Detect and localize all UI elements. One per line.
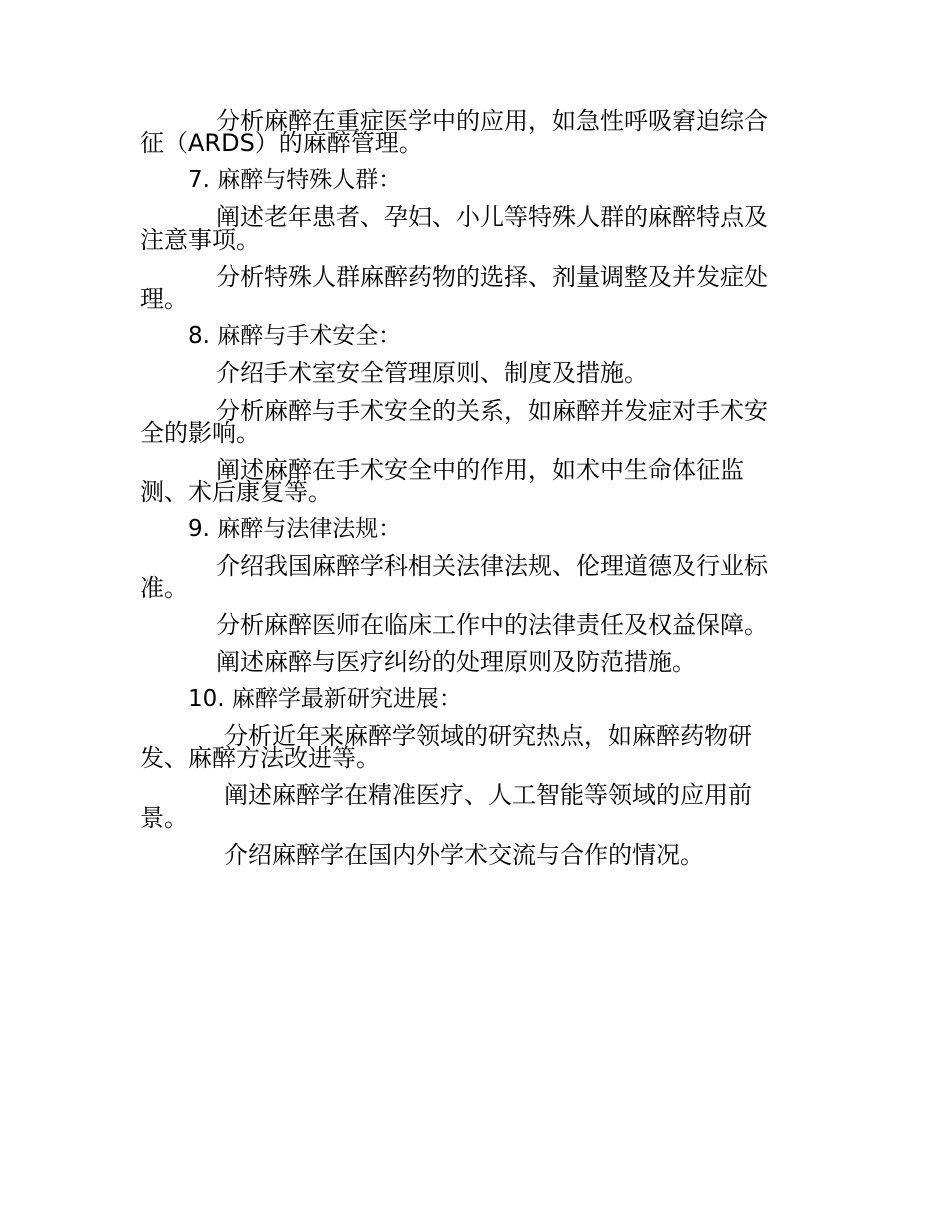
paragraph-line: 介绍手术室安全管理原则、制度及措施。	[216, 359, 648, 387]
paragraph-line: 阐述麻醉与医疗纠纷的处理原则及防范措施。	[216, 648, 696, 676]
paragraph-continuation: 准。	[140, 574, 188, 602]
paragraph-line: 分析麻醉与手术安全的关系，如麻醉并发症对手术安	[216, 397, 768, 425]
paragraph-line: 阐述麻醉在手术安全中的作用，如术中生命体征监	[216, 456, 744, 484]
paragraph-line: 分析近年来麻醉学领域的研究热点，如麻醉药物研	[224, 722, 752, 750]
paragraph-line: 介绍我国麻醉学科相关法律法规、伦理道德及行业标	[216, 552, 768, 580]
paragraph-continuation: 测、术后康复等。	[140, 478, 332, 506]
paragraph-continuation: 发、麻醉方法改进等。	[140, 744, 380, 772]
paragraph-line: 阐述麻醉学在精准医疗、人工智能等领域的应用前	[224, 781, 752, 809]
paragraph-line: 介绍麻醉学在国内外学术交流与合作的情况。	[224, 841, 704, 869]
paragraph-continuation: 景。	[140, 804, 188, 832]
paragraph-continuation: 注意事项。	[140, 226, 260, 254]
paragraph-continuation: 征（ARDS）的麻醉管理。	[140, 129, 423, 157]
paragraph-continuation: 理。	[140, 285, 188, 313]
section-heading: 7. 麻醉与特殊人群：	[188, 167, 402, 193]
paragraph-line: 分析特殊人群麻醉药物的选择、剂量调整及并发症处	[216, 263, 768, 291]
section-heading: 10. 麻醉学最新研究进展：	[188, 686, 462, 712]
paragraph-continuation: 全的影响。	[140, 419, 260, 447]
section-heading: 9. 麻醉与法律法规：	[188, 516, 402, 542]
paragraph-line: 分析麻醉在重症医学中的应用，如急性呼吸窘迫综合	[216, 107, 768, 135]
paragraph-line: 阐述老年患者、孕妇、小儿等特殊人群的麻醉特点及	[216, 203, 768, 231]
paragraph-line: 分析麻醉医师在临床工作中的法律责任及权益保障。	[216, 611, 768, 639]
section-heading: 8. 麻醉与手术安全：	[188, 323, 402, 349]
